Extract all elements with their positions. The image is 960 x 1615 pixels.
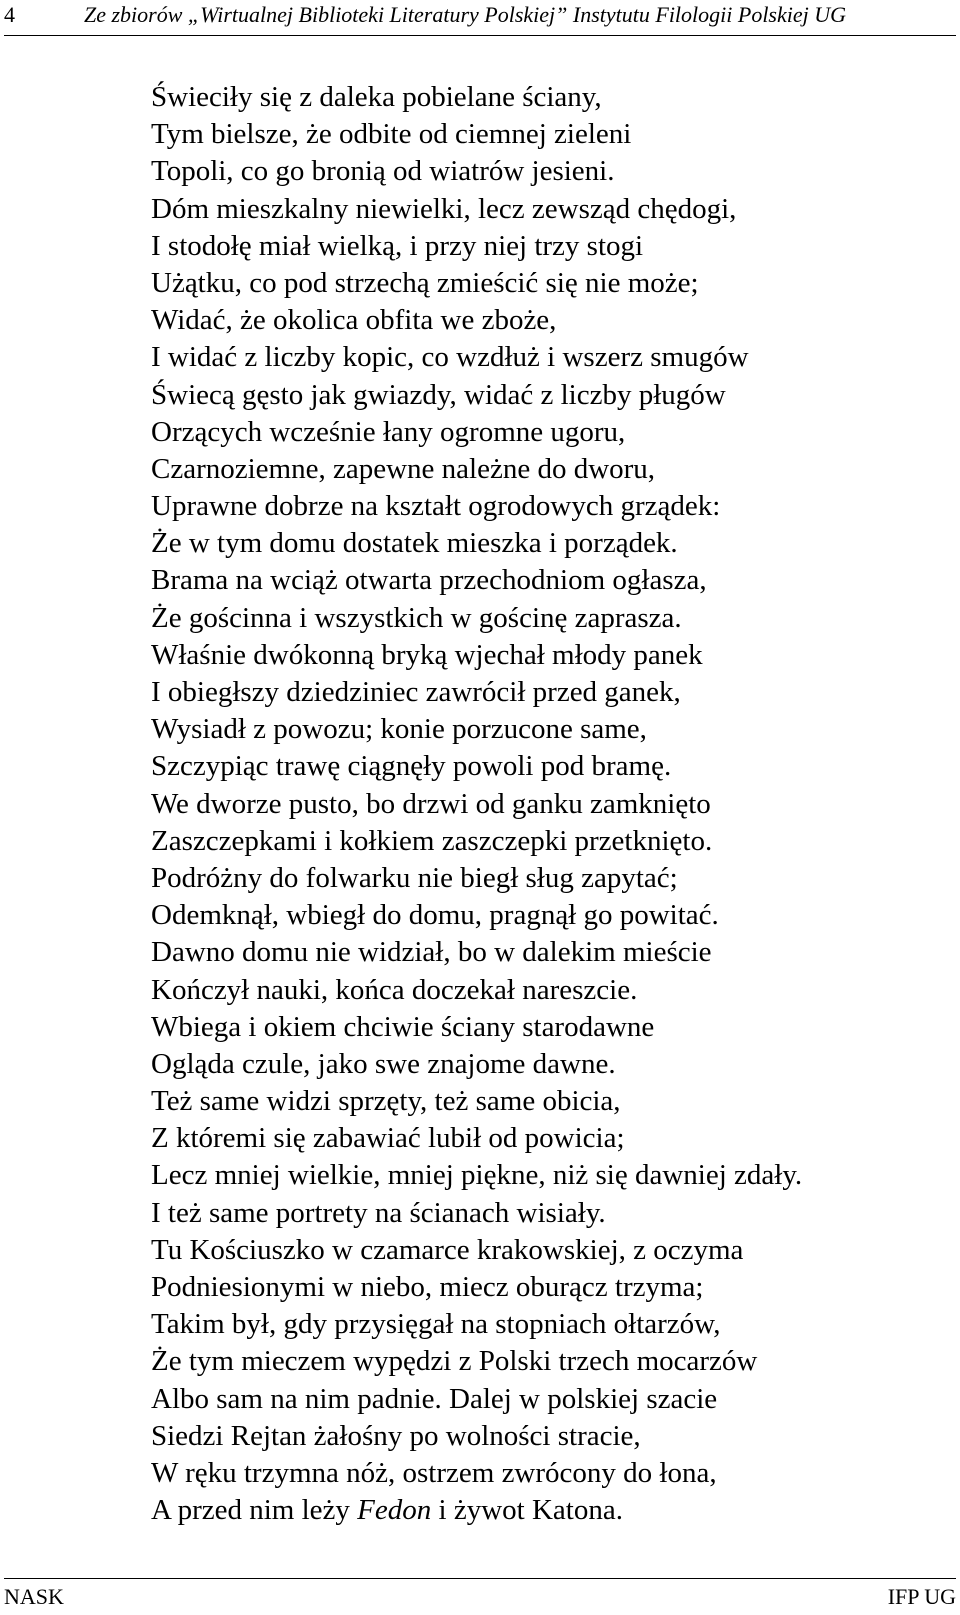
poem-line: Wysiadł z powozu; konie porzucone same, xyxy=(151,713,647,746)
poem-line: Siedzi Rejtan żałośny po wolności stracie, xyxy=(151,1419,641,1452)
poem-line: Brama na wciąż otwarta przechodniom ogłasza, xyxy=(151,564,707,597)
poem-line: Użątku, co pod strzechą zmieścić się nie może; xyxy=(151,266,699,299)
poem-text xyxy=(151,79,802,1529)
poem-line: Tym bielsze, że odbite od ciemnej zieleni xyxy=(151,118,632,151)
poem-line: Wbiega i okiem chciwie ściany starodawne xyxy=(151,1010,655,1043)
poem-line: Topoli, co go bronią od wiatrów jesieni. xyxy=(151,155,615,188)
poem-line: I stodołę miał wielką, i przy niej trzy stogi xyxy=(151,229,644,262)
poem-last-line-start: A przed nim leży xyxy=(151,1494,358,1527)
poem-line: Podniesionymi w niebo, miecz oburącz trzyma; xyxy=(151,1271,704,1303)
poem-line: I też same portrety na ścianach wisiały. xyxy=(151,1196,606,1229)
poem-line: Widać, że okolica obfita we zboże, xyxy=(151,304,557,337)
poem-line: Uprawne dobrze na kształt ogrodowych grządek: xyxy=(151,490,721,523)
poem-line: Podróżny do folwarku nie biegł sług zapytać; xyxy=(151,861,678,894)
poem-line: Świeciły się z daleka pobielane ściany, xyxy=(151,81,602,113)
poem-line: Albo sam na nim padnie. Dalej w polskiej szacie xyxy=(151,1382,718,1415)
poem-line: Z któremi się zabawiać lubił od powicia; xyxy=(151,1122,625,1155)
poem-line: Też same widzi sprzęty, też same obicia, xyxy=(151,1085,621,1118)
poem-line: Tu Kościuszko w czamarce krakowskiej, z oczyma xyxy=(151,1233,744,1266)
poem-line: Czarnoziemne, zapewne należne do dworu, xyxy=(151,452,656,485)
poem-line: Że gościnna i wszystkich w gościnę zaprasza. xyxy=(151,601,682,634)
poem-line: Odemknął, wbiegł do domu, pragnął go powitać. xyxy=(151,899,719,932)
poem-line: I widać z liczby kopic, co wzdłuż i wszerz smugów xyxy=(151,341,749,374)
poem-line: Że tym mieczem wypędzi z Polski trzech mocarzów xyxy=(151,1345,758,1378)
poem-line: W ręku trzymna nóż, ostrzem zwrócony do łona, xyxy=(151,1456,717,1489)
poem-line: Orzących wcześnie łany ogromne ugoru, xyxy=(151,415,626,448)
poem-line: We dworze pusto, bo drzwi od ganku zamknięto xyxy=(151,787,711,820)
poem-last-line-end: i żywot Katona. xyxy=(431,1494,623,1527)
poem-line: Ogląda czule, jako swe znajome dawne. xyxy=(151,1047,616,1080)
poem-line: Właśnie dwókonną bryką wjechał młody panek xyxy=(151,638,703,671)
poem-line: Dóm mieszkalny niewielki, lecz zewsząd chędogi, xyxy=(151,192,737,225)
poem-line: Szczypiąc trawę ciągnęły powoli pod bramę. xyxy=(151,750,672,783)
poem-line: Świecą gęsto jak gwiazdy, widać z liczby pługów xyxy=(151,378,726,411)
header-divider xyxy=(4,35,956,36)
page-number: 4 xyxy=(4,2,15,27)
poem-line: Dawno domu nie widział, bo w dalekim mieście xyxy=(151,936,712,969)
poem-line: Takim był, gdy przysięgał na stopniach ołtarzów, xyxy=(151,1308,721,1341)
header-title: Ze zbiorów „Wirtualnej Biblioteki Literatury Polskiej” Instytutu Filologii Polskiej UG xyxy=(84,2,847,27)
book-title-fedon: Fedon xyxy=(357,1494,432,1527)
poem-line: Kończył nauki, końca doczekał nareszcie. xyxy=(151,973,638,1006)
poem-line: Że w tym domu dostatek mieszka i porządek. xyxy=(151,527,678,560)
page-header xyxy=(0,0,960,44)
poem-line: I obiegłszy dziedziniec zawrócił przed ganek, xyxy=(151,676,681,708)
footer-divider xyxy=(4,1578,956,1579)
footer-institute: IFP UG xyxy=(887,1584,956,1609)
poem-line: Zaszczepkami i kołkiem zaszczepki przetknięto. xyxy=(151,824,713,857)
footer-publisher: NASK xyxy=(4,1584,64,1609)
poem-last-line xyxy=(151,1492,802,1529)
poem-line: Lecz mniej wielkie, mniej piękne, niż się dawniej zdały. xyxy=(151,1159,803,1192)
